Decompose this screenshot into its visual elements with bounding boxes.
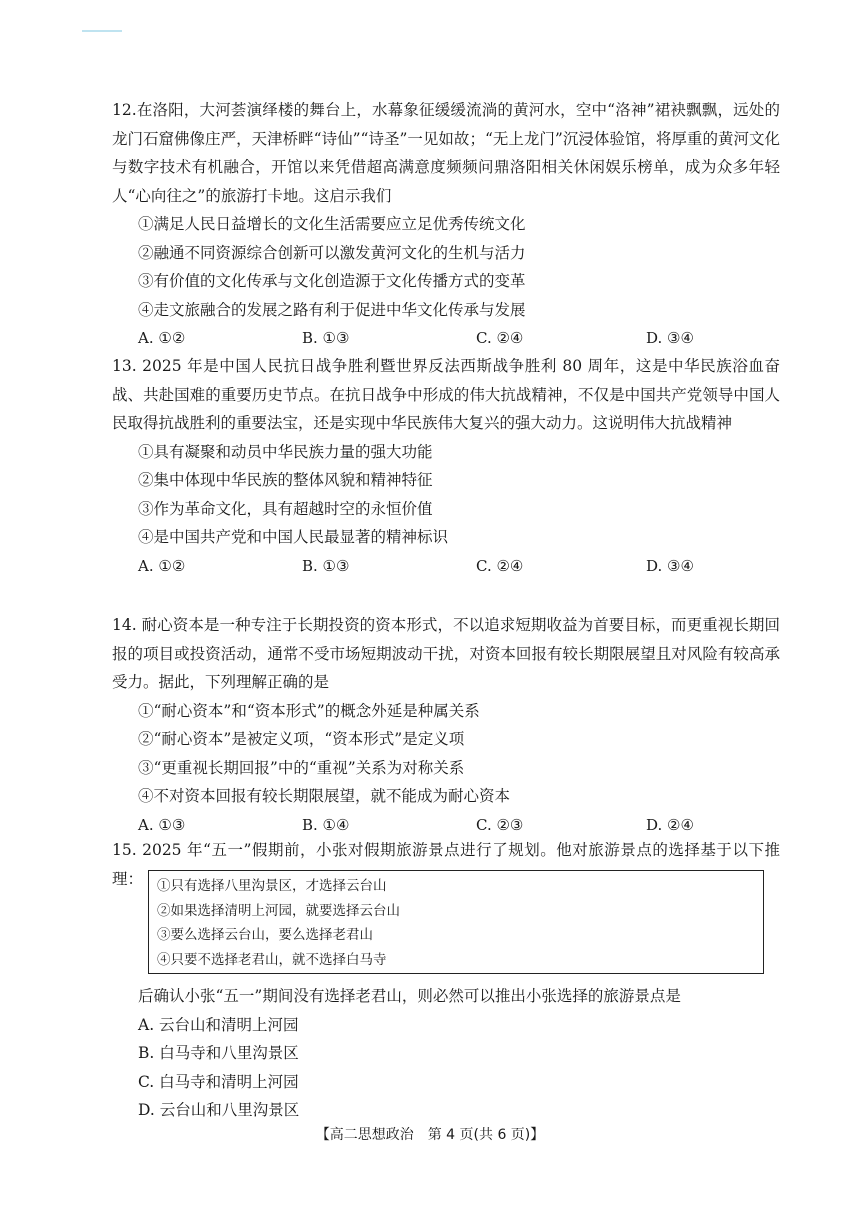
choice-a: A. ①③ (138, 815, 186, 834)
statement-option: ③作为革命文化，具有超越时空的永恒价值 (138, 499, 433, 518)
choice-a: A. ①② (138, 556, 186, 575)
choice-c: C. 白马寺和清明上河园 (138, 1072, 299, 1091)
question-stem: 12.在洛阳，大河荟演绎楼的舞台上，水幕象征缓缓流淌的黄河水，空中“洛神”裙袂飘飘，远处的龙门石窟佛像庄严，天津桥畔“诗仙”“诗圣”一见如故；“无上龙门”沉浸体验馆，将厚重的黄河文化与数字技术有机融合，开馆以来凭借超高满意度频频问鼎洛阳相关休闲娱乐榜单，成为众多年轻人“心向往之”的旅游打卡地。这启示我们 (112, 101, 780, 205)
statement-option: ①“耐心资本”和“资本形式”的概念外延是种属关系 (138, 701, 480, 720)
choice-c: C. ②④ (476, 556, 524, 575)
answer-choices (112, 324, 780, 353)
answer-choices (112, 1011, 780, 1125)
question-15-continued (112, 982, 780, 1125)
statement-option: ④走文旅融合的发展之路有利于促进中华文化传承与发展 (138, 300, 526, 319)
statement-option: ④不对资本回报有较长期限展望，就不能成为耐心资本 (138, 787, 511, 805)
choice-a: A. 云台山和清明上河园 (138, 1015, 299, 1034)
statement-option: ②集中体现中华民族的整体风貌和精神特征 (138, 471, 433, 489)
premise-item: ①只有选择八里沟景区，才选择云台山 (157, 878, 387, 894)
choice-d: D. 云台山和八里沟景区 (138, 1101, 300, 1119)
statement-option: ②“耐心资本”是被定义项，“资本形式”是定义项 (138, 730, 465, 748)
choice-b: B. ①④ (302, 815, 350, 834)
question-followup: 后确认小张“五一”期间没有选择老君山，则必然可以推出小张选择的旅游景点是 (138, 987, 681, 1005)
question-stem: 15. 2025 年“五一”假期前，小张对假期旅游景点进行了规划。他对旅游景点的选择基于以下推理： (112, 841, 780, 888)
statement-option: ①满足人民日益增长的文化生活需要应立足优秀传统文化 (138, 215, 526, 233)
choice-d: D. ③④ (646, 329, 694, 347)
choice-b: B. 白马寺和八里沟景区 (138, 1044, 299, 1062)
choice-b: B. ①③ (302, 329, 350, 347)
premise-item: ③要么选择云台山，要么选择老君山 (157, 927, 373, 943)
statement-option: ③“更重视长期回报”中的“重视”关系为对称关系 (138, 758, 465, 777)
scan-mark (82, 30, 122, 32)
statement-option: ③有价值的文化传承与文化创造源于文化传播方式的变革 (138, 272, 526, 290)
question-14 (112, 611, 780, 839)
choice-d: D. ②④ (646, 815, 694, 834)
choice-b: B. ①③ (302, 556, 350, 575)
question-stem: 13. 2025 年是中国人民抗日战争胜利暨世界反法西斯战争胜利 80 周年，这是中华民族浴血奋战、共赴国难的重要历史节点。在抗日战争中形成的伟大抗战精神，不仅是中国共产党领导中国人民取得抗战胜利的重要法宝，还是实现中华民族伟大复兴的强大动力。这说明伟大抗战精神 (112, 357, 780, 432)
choice-c: C. ②③ (476, 815, 524, 834)
question-stem: 14. 耐心资本是一种专注于长期投资的资本形式，不以追求短期收益为首要目标，而更重视长期回报的项目或投资活动，通常不受市场短期波动干扰，对资本回报有较长期限展望且对风险有较高承受力。据此，下列理解正确的是 (112, 616, 780, 691)
statement-option: ②融通不同资源综合创新可以激发黄河文化的生机与活力 (138, 243, 526, 262)
premises-box (148, 870, 764, 974)
premise-item: ②如果选择清明上河园，就要选择云台山 (157, 902, 400, 919)
statement-option: ①具有凝聚和动员中华民族力量的强大功能 (138, 442, 433, 461)
choice-d: D. ③④ (646, 556, 694, 575)
statement-option: ④是中国共产党和中国人民最显著的精神标识 (138, 528, 449, 546)
answer-choices (112, 552, 780, 581)
premise-item: ④只要不选择老君山，就不选择白马寺 (157, 951, 387, 968)
page-footer: 【高二思想政治 第 4 页(共 6 页)】 (315, 1127, 545, 1143)
choice-a: A. ①② (138, 329, 186, 347)
answer-choices (112, 811, 780, 840)
question-12 (112, 96, 780, 353)
question-13 (112, 352, 780, 580)
choice-c: C. ②④ (476, 329, 524, 347)
